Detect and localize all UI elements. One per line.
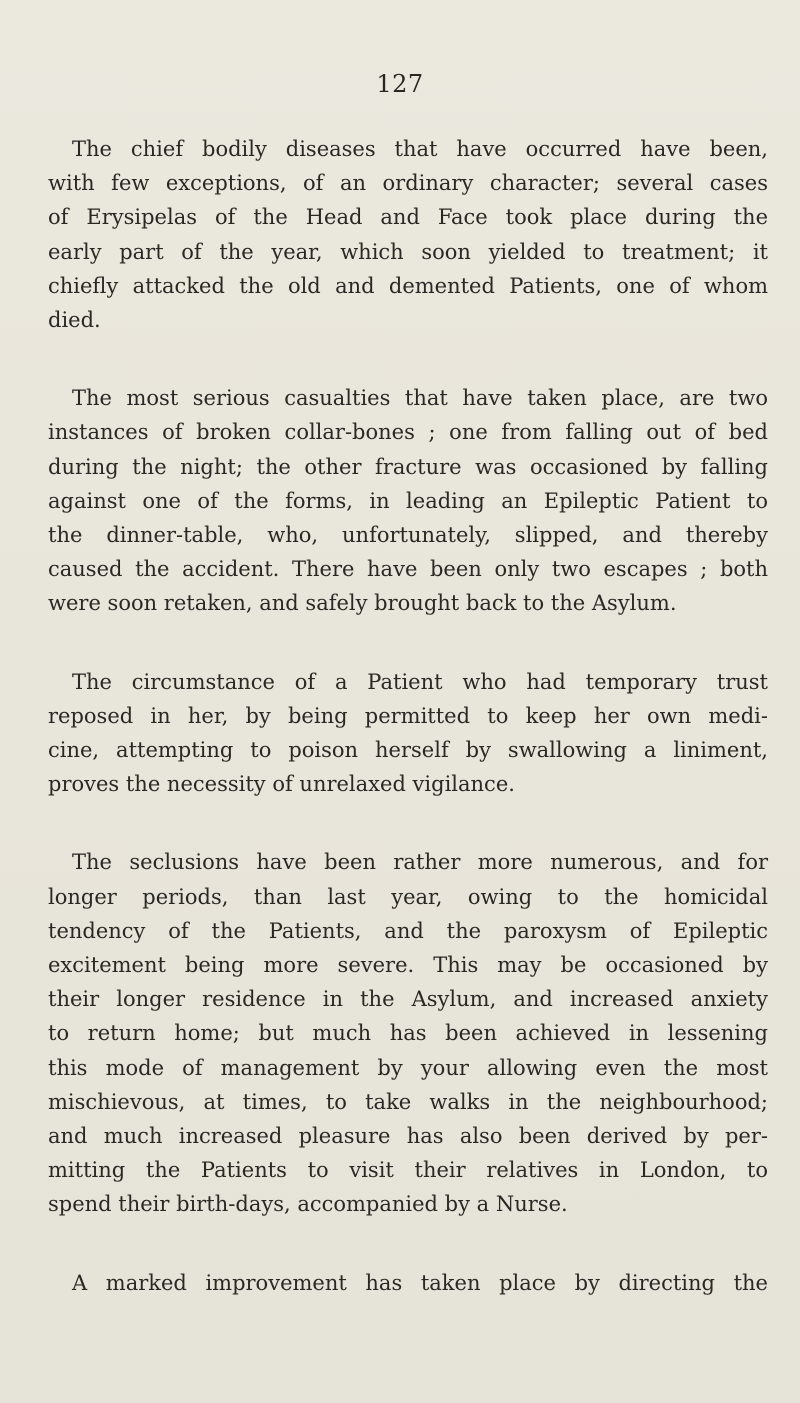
text-line: longer periods, than last year, owing to the homicidal bbox=[48, 884, 768, 909]
page-number: 127 bbox=[376, 70, 424, 98]
paragraph-casualties bbox=[48, 381, 768, 620]
text-line: The chief bodily diseases that have occurred have been, bbox=[72, 137, 768, 161]
text-line: early part of the year, which soon yielded to treatment; it bbox=[48, 239, 768, 264]
text-line: against one of the forms, in leading an Epileptic Patient to bbox=[48, 488, 768, 513]
text-line: of Erysipelas of the Head and Face took place during the bbox=[48, 205, 768, 230]
paragraph-seclusions bbox=[48, 845, 768, 1221]
text-line: The circumstance of a Patient who had temporary trust bbox=[72, 669, 768, 694]
text-line: tendency of the Patients, and the paroxysm of Epileptic bbox=[48, 918, 768, 943]
text-line: with few exceptions, of an ordinary character; several cases bbox=[48, 171, 768, 196]
text-line: excitement being more severe. This may be occasioned by bbox=[48, 953, 768, 978]
text-line: chiefly attacked the old and demented Patients, one of whom bbox=[48, 273, 768, 298]
text-line: to return home; but much has been achieved in lessening bbox=[48, 1021, 768, 1046]
body-text bbox=[48, 132, 768, 1344]
text-line: the dinner-table, who, unfortunately, slipped, and thereby bbox=[48, 523, 768, 548]
text-line: instances of broken collar-bones ; one from falling out of bed bbox=[48, 420, 768, 445]
text-line: and much increased pleasure has also been derived by per- bbox=[48, 1124, 768, 1149]
text-line: proves the necessity of unrelaxed vigilance. bbox=[48, 772, 515, 797]
text-line: died. bbox=[48, 308, 101, 333]
text-line: reposed in her, by being permitted to keep her own medi- bbox=[48, 703, 768, 728]
text-line: this mode of management by your allowing even the most bbox=[48, 1055, 768, 1080]
text-line: spend their birth-days, accompanied by a Nurse. bbox=[48, 1192, 568, 1217]
text-line: cine, attempting to poison herself by swallowing a liniment, bbox=[48, 738, 768, 763]
paragraph-improvement bbox=[48, 1266, 768, 1300]
text-line: during the night; the other fracture was occasioned by falling bbox=[48, 454, 768, 479]
paragraph-circumstance bbox=[48, 665, 768, 802]
text-line: were soon retaken, and safely brought back to the Asylum. bbox=[48, 591, 677, 616]
text-line: The seclusions have been rather more numerous, and for bbox=[72, 850, 768, 875]
text-line: A marked improvement has taken place by directing the bbox=[72, 1270, 768, 1295]
text-line: mitting the Patients to visit their relatives in London, to bbox=[48, 1158, 768, 1183]
text-line: caused the accident. There have been only two escapes ; both bbox=[48, 557, 768, 582]
paragraph-diseases bbox=[48, 132, 768, 337]
text-line: The most serious casualties that have taken place, are two bbox=[72, 386, 768, 411]
text-line: mischievous, at times, to take walks in the neighbourhood; bbox=[48, 1089, 768, 1114]
text-line: their longer residence in the Asylum, and increased anxiety bbox=[48, 987, 768, 1012]
